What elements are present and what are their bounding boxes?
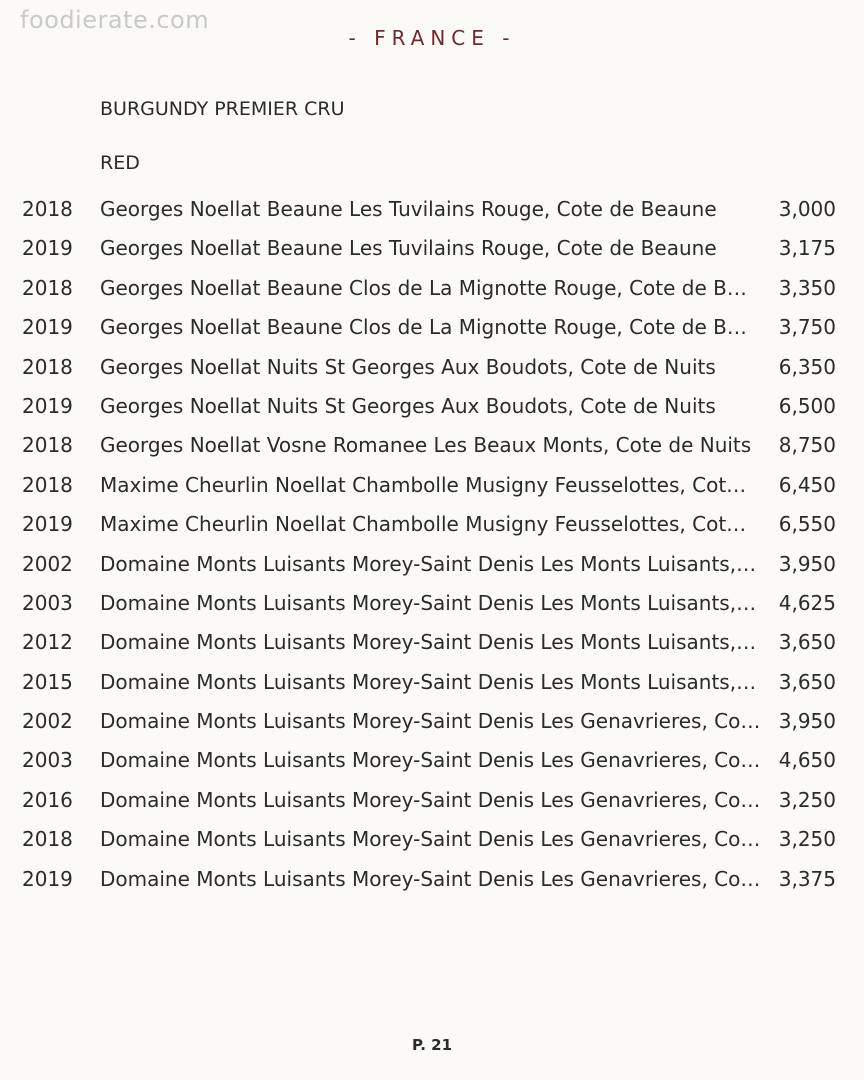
wine-name: Georges Noellat Vosne Romanee Les Beaux Monts, Cote de Nuits bbox=[100, 433, 752, 458]
wine-price: 8,750 bbox=[778, 433, 836, 458]
wine-vintage: 2018 bbox=[22, 827, 73, 852]
wine-vintage: 2019 bbox=[22, 512, 73, 537]
wine-price: 3,375 bbox=[778, 866, 836, 891]
region-heading: BURGUNDY PREMIER CRU bbox=[100, 98, 345, 120]
wine-name: Georges Noellat Beaune Clos de La Mignotte Rouge, Cote de B… bbox=[100, 315, 747, 340]
wine-name: Georges Noellat Beaune Clos de La Mignotte Rouge, Cote de B… bbox=[100, 275, 747, 300]
wine-name: Domaine Monts Luisants Morey-Saint Denis Les Genavrieres, Co… bbox=[100, 748, 761, 773]
wine-price: 3,950 bbox=[778, 709, 836, 734]
wine-row bbox=[0, 505, 864, 544]
wine-vintage: 2018 bbox=[22, 197, 73, 221]
wine-row bbox=[0, 308, 864, 347]
wine-name: Maxime Cheurlin Noellat Chambolle Musigny Feusselottes, Cot… bbox=[100, 472, 747, 497]
wine-price: 3,000 bbox=[778, 197, 836, 221]
wine-vintage: 2002 bbox=[22, 551, 73, 576]
wine-name: Georges Noellat Beaune Les Tuvilains Rouge, Cote de Beaune bbox=[100, 236, 717, 261]
wine-vintage: 2002 bbox=[22, 709, 73, 734]
wine-name: Domaine Monts Luisants Morey-Saint Denis Les Monts Luisants,… bbox=[100, 551, 757, 576]
wine-price: 6,350 bbox=[778, 354, 836, 379]
wine-name: Domaine Monts Luisants Morey-Saint Denis Les Genavrieres, Co… bbox=[100, 709, 761, 734]
wine-price: 3,350 bbox=[778, 275, 836, 300]
wine-price: 3,250 bbox=[778, 787, 836, 812]
wine-row bbox=[0, 663, 864, 702]
wine-name: Domaine Monts Luisants Morey-Saint Denis Les Genavrieres, Co… bbox=[100, 866, 761, 891]
wine-price: 3,650 bbox=[778, 630, 836, 655]
wine-name: Domaine Monts Luisants Morey-Saint Denis Les Genavrieres, Co… bbox=[100, 827, 761, 852]
wine-price: 3,950 bbox=[778, 551, 836, 576]
wine-name: Domaine Monts Luisants Morey-Saint Denis Les Monts Luisants,… bbox=[100, 669, 757, 694]
wine-row bbox=[0, 387, 864, 426]
wine-price: 6,500 bbox=[778, 393, 836, 418]
wine-row bbox=[0, 702, 864, 741]
wine-row bbox=[0, 190, 864, 229]
wine-price: 4,650 bbox=[778, 748, 836, 773]
wine-vintage: 2019 bbox=[22, 393, 73, 418]
wine-price: 3,750 bbox=[778, 315, 836, 340]
wine-row bbox=[0, 820, 864, 859]
wine-list bbox=[0, 190, 864, 899]
wine-price: 4,625 bbox=[778, 590, 836, 615]
wine-vintage: 2018 bbox=[22, 433, 73, 458]
wine-vintage: 2019 bbox=[22, 866, 73, 891]
wine-row bbox=[0, 348, 864, 387]
page-number: P. 21 bbox=[411, 1036, 453, 1054]
wine-name: Domaine Monts Luisants Morey-Saint Denis Les Genavrieres, Co… bbox=[100, 787, 761, 812]
wine-vintage: 2018 bbox=[22, 472, 73, 497]
wine-vintage: 2018 bbox=[22, 275, 73, 300]
wine-row bbox=[0, 860, 864, 899]
wine-price: 3,650 bbox=[778, 669, 836, 694]
wine-vintage: 2019 bbox=[22, 315, 73, 340]
wine-price: 3,250 bbox=[778, 827, 836, 852]
watermark: foodierate.com bbox=[20, 6, 210, 34]
wine-vintage: 2012 bbox=[22, 630, 73, 655]
wine-row bbox=[0, 741, 864, 780]
wine-price: 3,175 bbox=[778, 236, 836, 261]
wine-row bbox=[0, 269, 864, 308]
wine-vintage: 2018 bbox=[22, 354, 73, 379]
wine-price: 6,550 bbox=[778, 512, 836, 537]
country-heading: - FRANCE - bbox=[348, 26, 516, 50]
wine-name: Georges Noellat Beaune Les Tuvilains Rouge, Cote de Beaune bbox=[100, 197, 717, 221]
wine-style-heading: RED bbox=[100, 152, 140, 174]
wine-vintage: 2019 bbox=[22, 236, 73, 261]
wine-vintage: 2015 bbox=[22, 669, 73, 694]
wine-vintage: 2016 bbox=[22, 787, 73, 812]
wine-row bbox=[0, 229, 864, 268]
wine-name: Georges Noellat Nuits St Georges Aux Boudots, Cote de Nuits bbox=[100, 393, 716, 418]
wine-row bbox=[0, 781, 864, 820]
wine-name: Domaine Monts Luisants Morey-Saint Denis Les Monts Luisants,… bbox=[100, 590, 757, 615]
wine-row bbox=[0, 584, 864, 623]
wine-name: Georges Noellat Nuits St Georges Aux Boudots, Cote de Nuits bbox=[100, 354, 716, 379]
wine-row bbox=[0, 426, 864, 465]
wine-row bbox=[0, 466, 864, 505]
wine-name: Maxime Cheurlin Noellat Chambolle Musigny Feusselottes, Cot… bbox=[100, 512, 747, 537]
wine-row bbox=[0, 623, 864, 662]
wine-price: 6,450 bbox=[778, 472, 836, 497]
wine-vintage: 2003 bbox=[22, 748, 73, 773]
wine-vintage: 2003 bbox=[22, 590, 73, 615]
wine-row bbox=[0, 545, 864, 584]
wine-name: Domaine Monts Luisants Morey-Saint Denis Les Monts Luisants,… bbox=[100, 630, 757, 655]
